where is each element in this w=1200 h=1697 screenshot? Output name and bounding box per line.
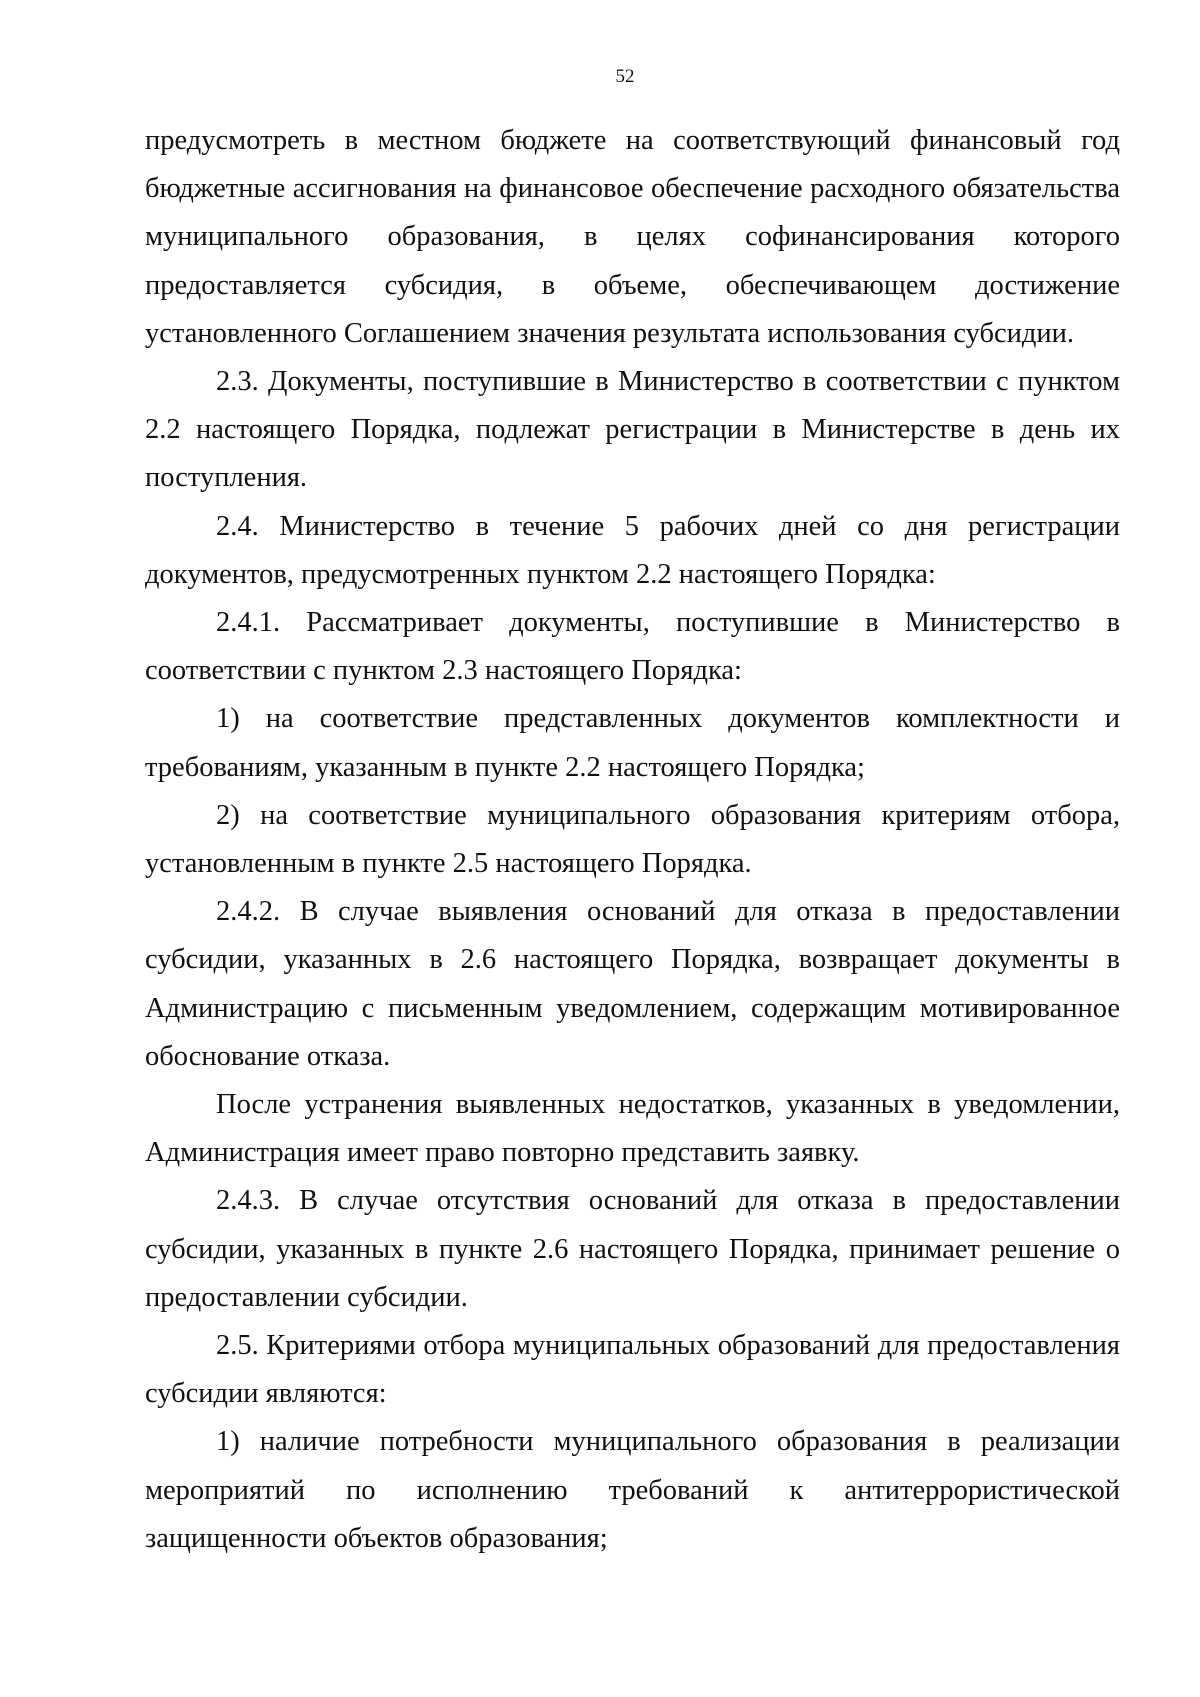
list-item-2: 2) на соответствие муниципального образования критериям отбора, установленным в пункте 2.5 настоящего Порядка. <box>145 799 1120 880</box>
paragraph-resubmission: После устранения выявленных недостатков, указанных в уведомлении, Администрация имеет право повторно представить заявку. <box>145 1089 1120 1169</box>
paragraph-2-4-3: 2.4.3. В случае отсутствия оснований для отказа в предоставлении субсидии, указанных в пункте 2.6 настоящего Порядка, принимает решение о предоставлении субсидии. <box>145 1185 1120 1313</box>
paragraph-2-4-2: 2.4.2. В случае выявления оснований для отказа в предоставлении субсидии, указанных в 2.6 настоящего Порядка, возвращает документы в Администрацию с письменным уведомлением, содержащим мотивированное обоснование отказа. <box>145 896 1120 1072</box>
document-body <box>145 117 1120 1563</box>
list-item-1: 1) на соответствие представленных документов комплектности и требованиям, указанным в пункте 2.2 настоящего Порядка; <box>145 703 1120 783</box>
criteria-item-1: 1) наличие потребности муниципального образования в реализации мероприятий по исполнению требований к антитеррористической защищенности объектов образования; <box>145 1426 1120 1554</box>
paragraph-2-4: 2.4. Министерство в течение 5 рабочих дней со дня регистрации документов, предусмотренных пунктом 2.2 настоящего Порядка: <box>145 510 1120 590</box>
page-number: 52 <box>615 66 635 87</box>
paragraph-2-3: 2.3. Документы, поступившие в Министерство в соответствии с пунктом 2.2 настоящего Порядка, подлежат регистрации в Министерстве в день их поступления. <box>145 366 1120 494</box>
paragraph-continuation: предусмотреть в местном бюджете на соответствующий финансовый год бюджетные ассигнования на финансовое обеспечение расходного обязательства муниципального образования, в целях софинансирования которого предоставляется субсидия, в объеме, обеспечивающем достижение установленного Соглашением значения результата использования субсидии. <box>145 125 1120 349</box>
paragraph-2-4-1: 2.4.1. Рассматривает документы, поступившие в Министерство в соответствии с пунктом 2.3 настоящего Порядка: <box>145 607 1120 687</box>
paragraph-2-5: 2.5. Критериями отбора муниципальных образований для предоставления субсидии являются: <box>145 1330 1120 1410</box>
